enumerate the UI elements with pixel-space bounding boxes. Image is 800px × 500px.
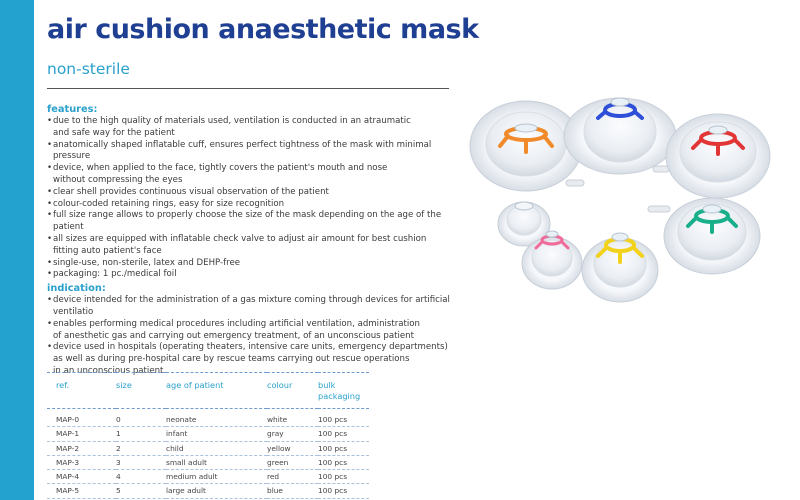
cell-colour: blue	[267, 484, 318, 498]
cell-packaging: 100 pcs	[318, 441, 369, 455]
side-stripe	[0, 0, 34, 500]
col-age-header: age of patient	[166, 373, 267, 409]
title-divider	[47, 88, 449, 89]
col-packaging-header: bulk packaging	[318, 373, 369, 409]
feature-item: • device, when applied to the face, tightly covers the patient's mouth and nose without compressing the eyes	[47, 163, 467, 187]
cell-age: medium adult	[166, 470, 267, 484]
cell-ref: MAP-0	[47, 409, 116, 427]
cell-colour: white	[267, 409, 318, 427]
feature-item: • single-use, non-sterile, latex and DEHP-free	[47, 258, 467, 270]
mask-yellow	[582, 233, 658, 302]
cell-ref: MAP-1	[47, 427, 116, 441]
mask-blue	[564, 98, 676, 174]
table-header-row	[47, 373, 369, 409]
features-list	[47, 116, 467, 281]
size-table	[47, 372, 369, 499]
feature-item: • packaging: 1 pc./medical foil	[47, 269, 467, 281]
col-ref-header: ref.	[47, 373, 116, 409]
feature-item: • full size range allows to properly choose the size of the mask depending on the age of the patient	[47, 210, 467, 234]
feature-item: • colour-coded retaining rings, easy for size recognition	[47, 199, 467, 211]
col-size-header: size	[116, 373, 166, 409]
feature-item: • due to the high quality of materials used, ventilation is conducted in an atraumatic and safe way for the patient	[47, 116, 467, 140]
cell-size: 5	[116, 484, 166, 498]
cell-ref: MAP-2	[47, 441, 116, 455]
cell-packaging: 100 pcs	[318, 427, 369, 441]
cell-age: infant	[166, 427, 267, 441]
table-row	[47, 409, 369, 427]
cell-size: 4	[116, 470, 166, 484]
features-heading: features:	[47, 104, 98, 115]
feature-item: • all sizes are equipped with inflatable check valve to adjust air amount for best cushion fitting auto patient's face	[47, 234, 467, 258]
mask-red	[666, 114, 770, 198]
table-row	[47, 455, 369, 469]
cell-ref: MAP-5	[47, 484, 116, 498]
cell-age: small adult	[166, 455, 267, 469]
indication-list	[47, 295, 467, 378]
feature-item: • anatomically shaped inflatable cuff, ensures perfect tightness of the mask with minimal pressure	[47, 140, 467, 164]
col-colour-header: colour	[267, 373, 318, 409]
product-photo	[468, 88, 800, 313]
cell-packaging: 100 pcs	[318, 409, 369, 427]
page-title: air cushion anaesthetic mask	[47, 14, 479, 45]
indication-item: • enables performing medical procedures including artificial ventilation, administration of anesthetic gas and carrying out emergency treatment, of an unconscious patient	[47, 319, 467, 343]
cell-size: 1	[116, 427, 166, 441]
cell-ref: MAP-4	[47, 470, 116, 484]
feature-item: • clear shell provides continuous visual observation of the patient	[47, 187, 467, 199]
table-row	[47, 427, 369, 441]
description-section	[47, 103, 467, 378]
table-row	[47, 441, 369, 455]
cell-colour: green	[267, 455, 318, 469]
page-subtitle: non-sterile	[47, 60, 130, 78]
cell-colour: gray	[267, 427, 318, 441]
cell-size: 3	[116, 455, 166, 469]
cell-age: neonate	[166, 409, 267, 427]
table-row	[47, 470, 369, 484]
indication-heading: indication:	[47, 283, 106, 295]
mask-green	[648, 198, 760, 274]
cell-packaging: 100 pcs	[318, 484, 369, 498]
cell-age: child	[166, 441, 267, 455]
cell-size: 2	[116, 441, 166, 455]
cell-age: large adult	[166, 484, 267, 498]
indication-item: • device intended for the administration of a gas mixture coming through devices for artificial ventilatio	[47, 295, 475, 319]
cell-packaging: 100 pcs	[318, 470, 369, 484]
cell-colour: red	[267, 470, 318, 484]
cell-packaging: 100 pcs	[318, 455, 369, 469]
indication-item: • device used in hospitals (operating theaters, intensive care units, emergency departments) as well as during pre-hospital care by rescue teams carrying out rescue operations in an unconscious patient	[47, 342, 467, 377]
cell-colour: yellow	[267, 441, 318, 455]
table-row	[47, 484, 369, 498]
cell-size: 0	[116, 409, 166, 427]
cell-ref: MAP-3	[47, 455, 116, 469]
